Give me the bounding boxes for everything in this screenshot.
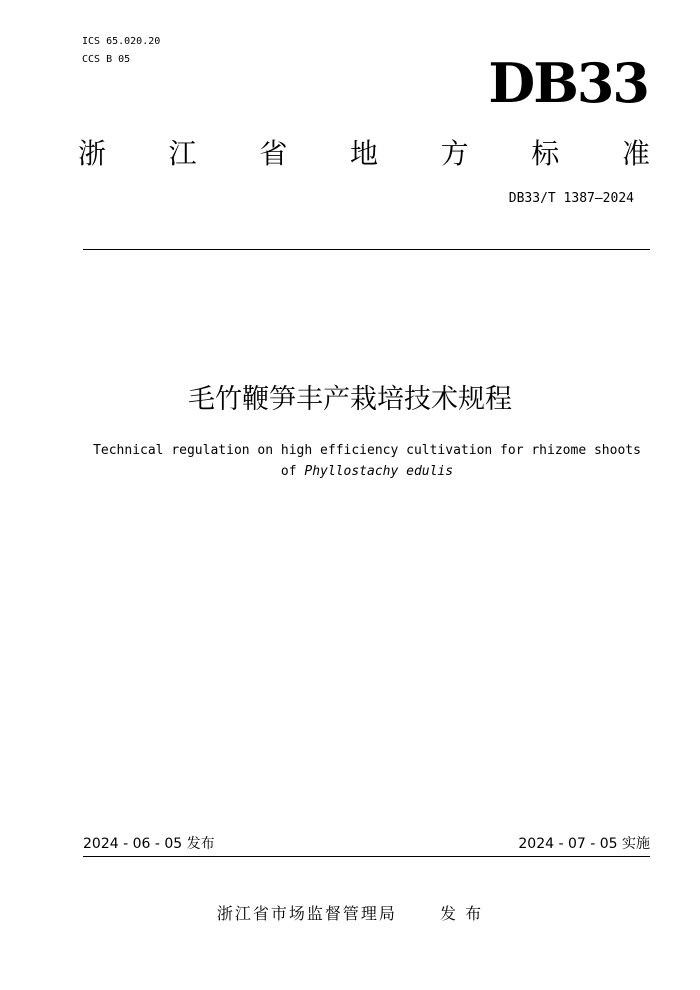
footer-divider (83, 856, 650, 857)
standard-type-char: 浙 (78, 137, 107, 170)
standard-type-char: 地 (349, 137, 378, 170)
publisher (0, 902, 700, 926)
publisher-action: 发 布 (440, 904, 484, 923)
db33-logo (488, 56, 648, 108)
publisher-name: 浙江省市场监督管理局 (216, 904, 397, 923)
title-english-species: Phyllostachy edulis (304, 464, 454, 479)
standard-type-heading (78, 134, 650, 174)
title-english-line-2 (82, 461, 652, 482)
standard-number: DB33/T 1387—2024 (508, 191, 634, 206)
implementation-date: 2024 - 07 - 05 实施 (518, 836, 650, 852)
ics-code: ICS 65.020.20 (82, 36, 161, 47)
standard-type-char: 方 (440, 137, 469, 170)
title-english-line-1: Technical regulation on high efficiency cultivation for rhizome shoots (93, 443, 641, 458)
standard-type-char: 准 (621, 137, 650, 170)
release-date: 2024 - 06 - 05 发布 (83, 836, 215, 852)
db33-logo-text: DB33 (488, 56, 648, 108)
ccs-code: CCS B 05 (82, 54, 131, 65)
standard-type-char: 省 (259, 137, 288, 170)
standard-type-char: 标 (531, 137, 560, 170)
standard-type-char: 江 (168, 137, 197, 170)
title-english (82, 440, 652, 482)
title-english-prefix: of (280, 464, 297, 479)
header-divider (83, 249, 650, 250)
title-chinese: 毛竹鞭笋丰产栽培技术规程 (188, 384, 512, 415)
